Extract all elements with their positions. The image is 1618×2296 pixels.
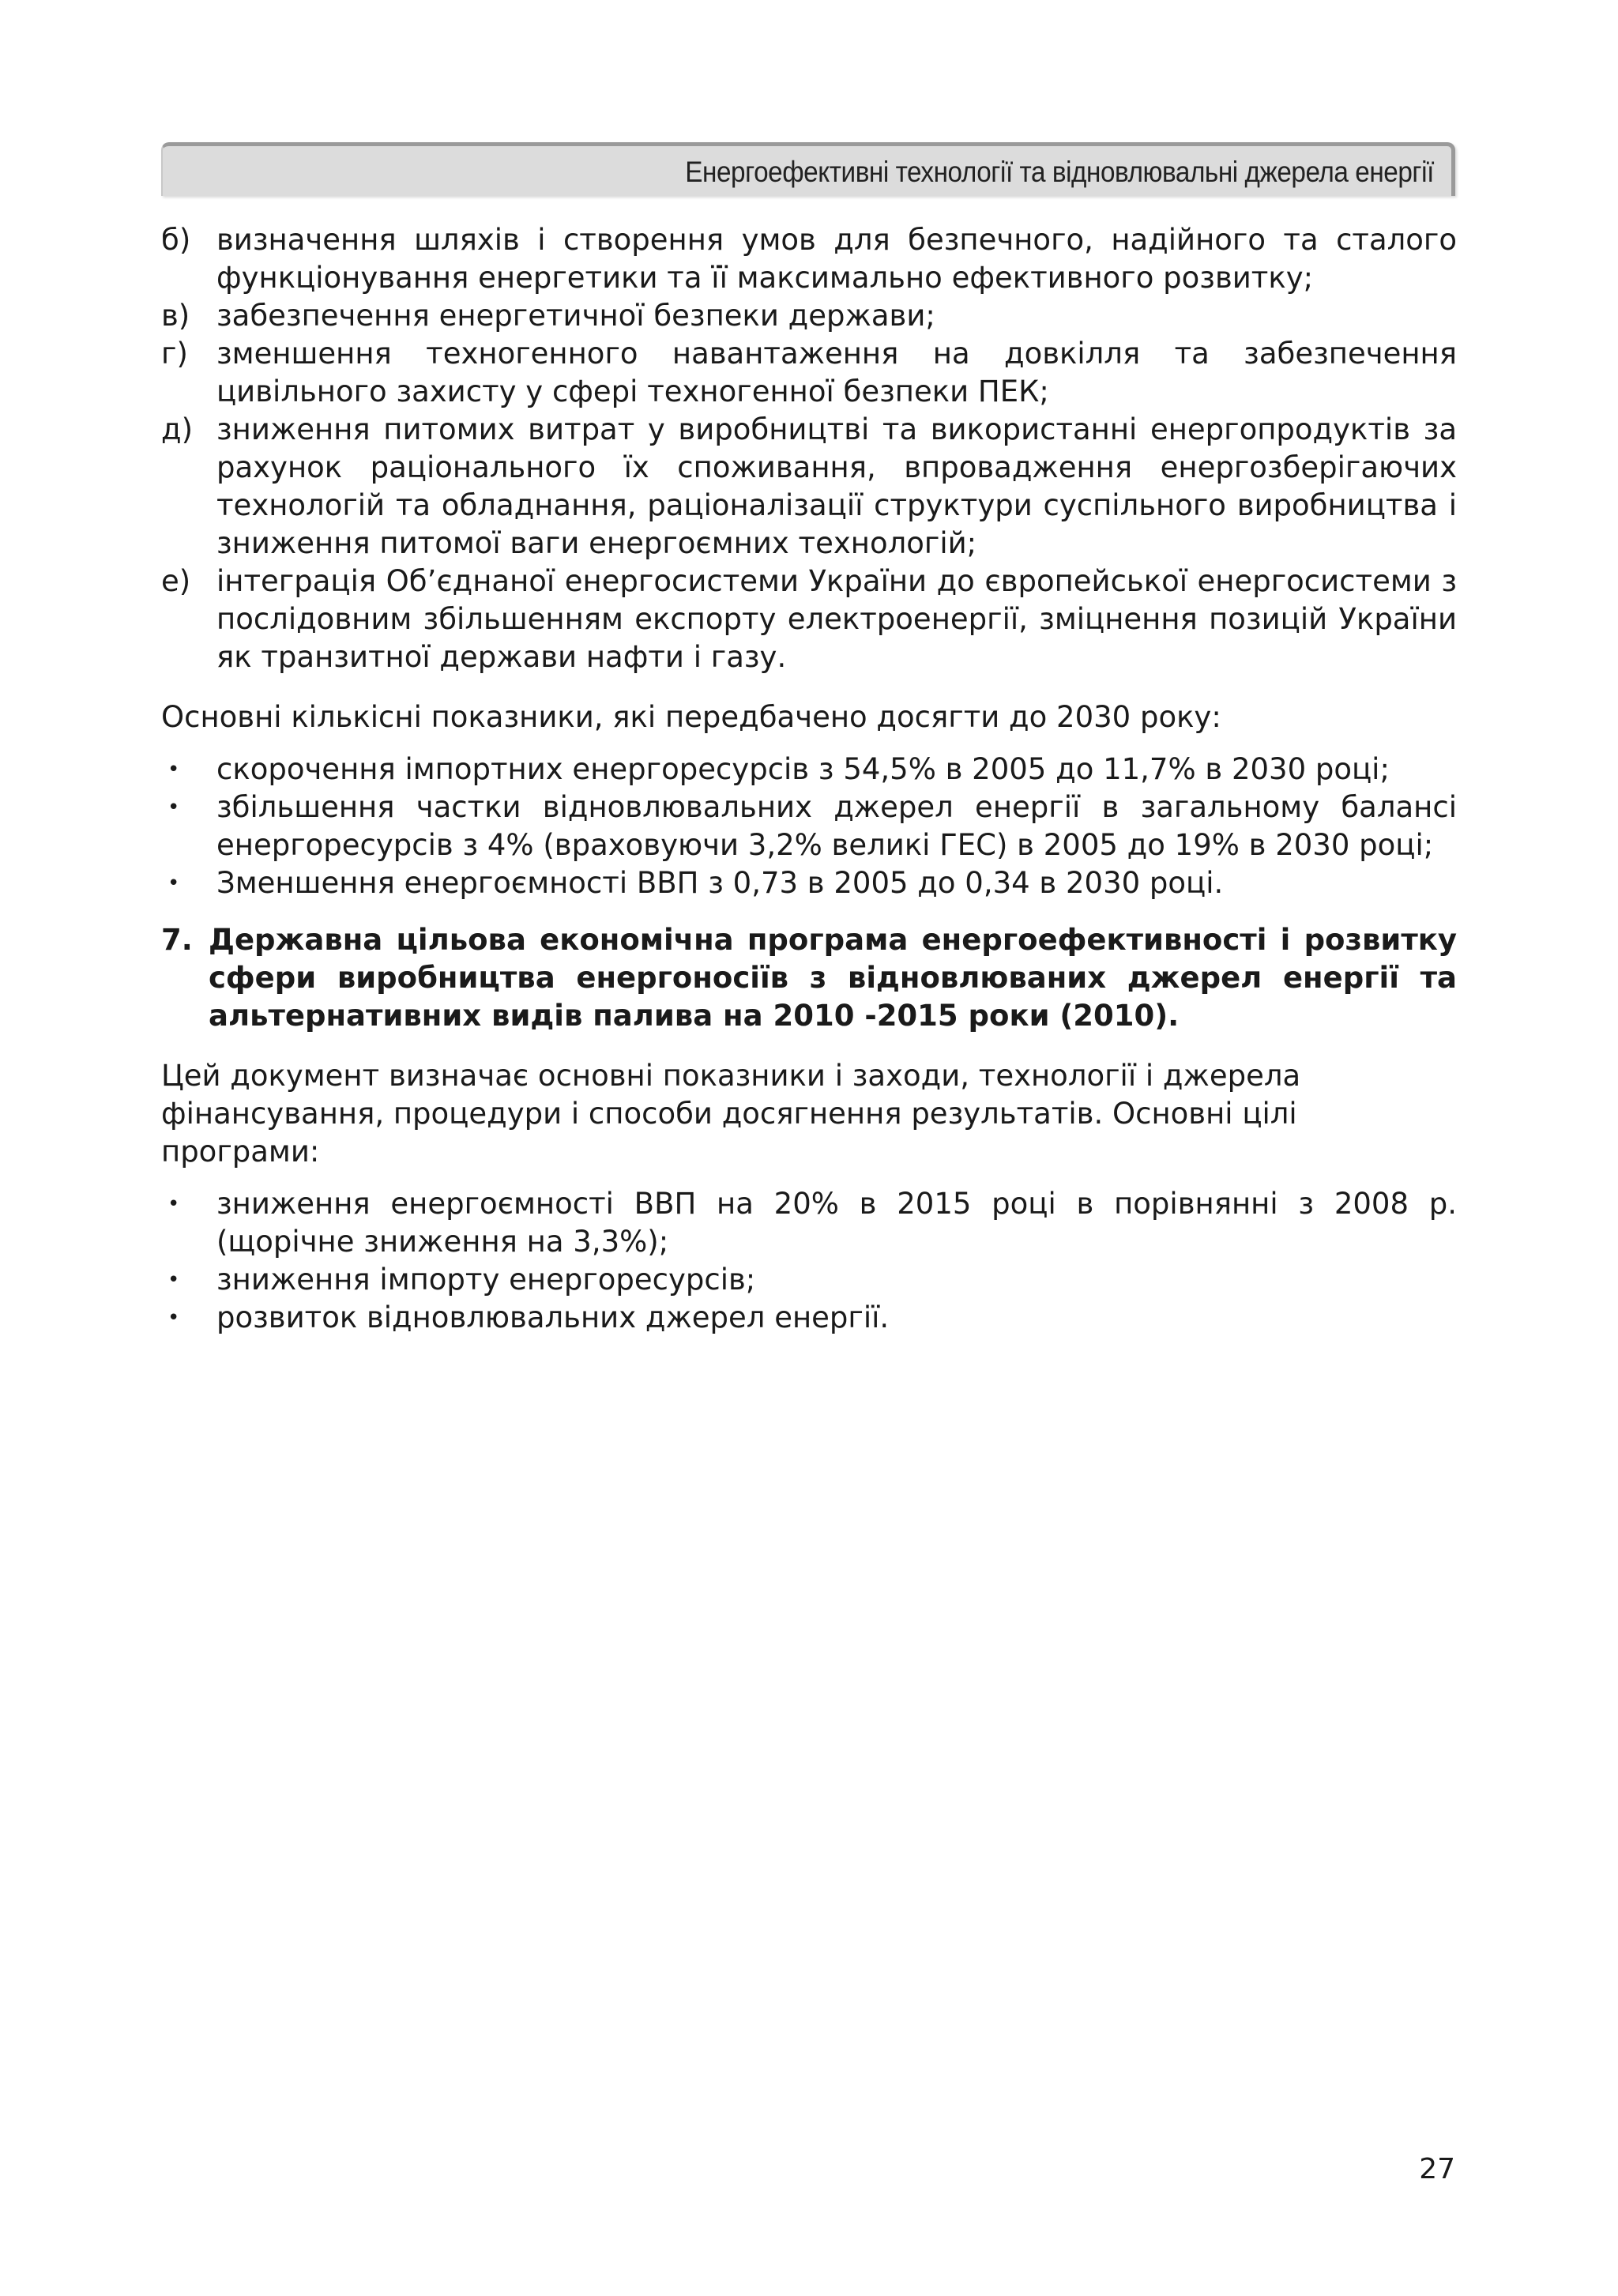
list-marker: е) (161, 564, 191, 598)
bullet-item-text: скорочення імпортних енергоресурсів з 54,5% в 2005 до 11,7% в 2030 році; (216, 752, 1390, 786)
bullet-item (161, 789, 1457, 864)
bullet-item-text: зниження енергоємності ВВП на 20% в 2015 році в порівнянні з 2008 р. (щорічне зниження на 3,3%); (216, 1187, 1457, 1259)
bullet-icon: • (167, 796, 180, 819)
paragraph-program-goals: Цей документ визначає основні показники і заходи, технології і джерела фінансування, процедури і способи досягнення результатів. Основні цілі програми: (161, 1059, 1301, 1169)
bullet-icon: • (167, 1192, 180, 1216)
section-number: 7. (161, 923, 193, 957)
list-marker: д) (161, 412, 194, 446)
list-item-text: забезпечення енергетичної безпеки держави; (216, 299, 935, 333)
bullet-item-text: Зменшення енергоємності ВВП з 0,73 в 2005 до 0,34 в 2030 році. (216, 866, 1224, 900)
bullet-item (161, 751, 1457, 789)
bullet-item-text: зниження імпорту енергоресурсів; (216, 1263, 756, 1297)
section-title: Державна цільова економічна програма енергоефективності і розвитку сфери виробництва енергоносіїв з відновлюваних джерел енергії та альтернативних видів палива на 2010 -2015 роки (2010). (209, 923, 1457, 1033)
bullet-item (161, 1299, 1457, 1337)
bullet-icon: • (167, 871, 180, 895)
list-item (161, 563, 1457, 676)
lettered-list (161, 221, 1457, 676)
section-heading (161, 921, 1457, 1035)
bullet-list-goals (161, 1185, 1457, 1337)
bullet-item-text: розвиток відновлювальних джерел енергії. (216, 1300, 890, 1334)
list-item-text: зниження питомих витрат у виробництві та використанні енергопродуктів за рахунок раціонального їх споживання, впровадження енергозберігаючих технологій та обладнання, раціоналізації структури суспільного виробництва і зниження питомої ваги енергоємних технологій; (216, 412, 1457, 560)
bullet-list-targets (161, 751, 1457, 902)
bullet-item (161, 1185, 1457, 1261)
list-item-text: зменшення техногенного навантаження на довкілля та забезпечення цивільного захисту у сфері техногенної безпеки ПЕК; (216, 337, 1457, 408)
running-header-title: Енергоефективні технології та відновлювальні джерела енергії (685, 156, 1434, 188)
running-header (161, 142, 1455, 196)
list-marker: б) (161, 223, 191, 257)
paragraph-targets-2030: Основні кількісні показники, які передбачено досягти до 2030 року: (161, 700, 1221, 734)
bullet-item (161, 864, 1457, 902)
list-marker: г) (161, 337, 188, 371)
bullet-icon: • (167, 1306, 180, 1330)
page-body (161, 221, 1457, 1337)
list-item (161, 297, 1457, 335)
bullet-item (161, 1261, 1457, 1299)
list-item (161, 335, 1457, 411)
bullet-icon: • (167, 1268, 180, 1292)
list-marker: в) (161, 299, 190, 333)
page-number: 27 (1419, 2153, 1455, 2185)
bullet-item-text: збільшення частки відновлювальних джерел енергії в загальному балансі енергоресурсів з 4% (враховуючи 3,2% великі ГЕС) в 2005 до 19% в 2030 році; (216, 790, 1457, 862)
list-item (161, 221, 1457, 297)
list-item-text: інтеграція Об’єднаної енергосистеми України до європейської енергосистеми з послідовним збільшенням експорту електроенергії, зміцнення позицій України як транзитної держави нафти і газу. (216, 564, 1457, 674)
bullet-icon: • (167, 758, 180, 781)
list-item-text: визначення шляхів і створення умов для безпечного, надійного та сталого функціонування енергетики та її максимально ефективного розвитку; (216, 223, 1457, 295)
list-item (161, 411, 1457, 563)
